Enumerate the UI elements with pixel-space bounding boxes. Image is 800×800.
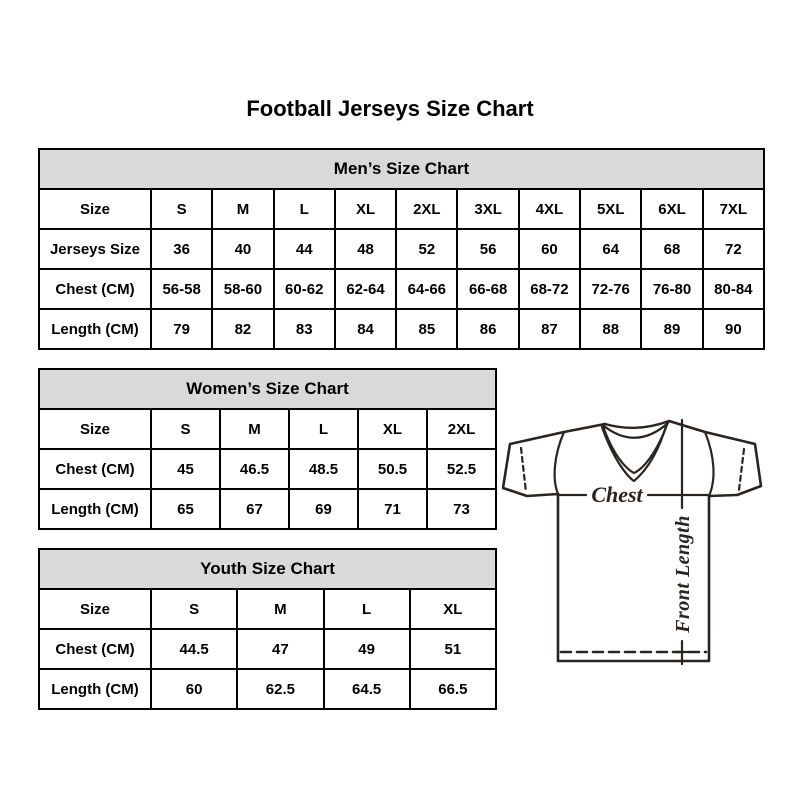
value-cell: 48 — [335, 229, 396, 269]
jersey-collar-top-edge — [605, 421, 669, 428]
row-label-cell: Chest (CM) — [39, 449, 151, 489]
mens-size-table — [38, 148, 765, 350]
value-cell: 44 — [274, 229, 335, 269]
jersey-left-sleeve — [503, 424, 605, 496]
table-row — [39, 669, 496, 709]
value-cell: 52.5 — [427, 449, 496, 489]
value-cell: 62.5 — [237, 669, 323, 709]
value-cell: 7XL — [703, 189, 764, 229]
value-cell: 73 — [427, 489, 496, 529]
value-cell: 69 — [289, 489, 358, 529]
value-cell: 86 — [457, 309, 518, 349]
value-cell: 4XL — [519, 189, 580, 229]
size-header-row — [39, 409, 496, 449]
value-cell: 58-60 — [212, 269, 273, 309]
value-cell: S — [151, 589, 237, 629]
value-cell: 84 — [335, 309, 396, 349]
value-cell: 3XL — [457, 189, 518, 229]
value-cell: 80-84 — [703, 269, 764, 309]
value-cell: M — [237, 589, 323, 629]
value-cell: 60 — [519, 229, 580, 269]
row-label-cell: Length (CM) — [39, 669, 151, 709]
value-cell: 5XL — [580, 189, 641, 229]
value-cell: 60 — [151, 669, 237, 709]
section-header: Men’s Size Chart — [39, 149, 764, 189]
value-cell: 40 — [212, 229, 273, 269]
value-cell: 85 — [396, 309, 457, 349]
jersey-measurement-diagram — [502, 413, 770, 671]
row-label-cell: Jerseys Size — [39, 229, 151, 269]
jersey-right-cuff-stitch — [739, 449, 744, 490]
value-cell: 47 — [237, 629, 323, 669]
table-row — [39, 629, 496, 669]
size-header-row — [39, 189, 764, 229]
value-cell: XL — [410, 589, 496, 629]
value-cell: 68-72 — [519, 269, 580, 309]
value-cell: 56-58 — [151, 269, 212, 309]
value-cell: 50.5 — [358, 449, 427, 489]
section-header-row — [39, 549, 496, 589]
value-cell: L — [274, 189, 335, 229]
value-cell: 48.5 — [289, 449, 358, 489]
value-cell: 87 — [519, 309, 580, 349]
jersey-left-cuff-stitch — [521, 448, 526, 492]
value-cell: 51 — [410, 629, 496, 669]
jersey-right-armhole-seam — [705, 432, 714, 496]
value-cell: 82 — [212, 309, 273, 349]
value-cell: L — [324, 589, 410, 629]
value-cell: S — [151, 189, 212, 229]
row-label-cell: Chest (CM) — [39, 629, 151, 669]
table-row — [39, 229, 764, 269]
value-cell: XL — [335, 189, 396, 229]
value-cell: 83 — [274, 309, 335, 349]
table-row — [39, 449, 496, 489]
value-cell: 60-62 — [274, 269, 335, 309]
section-header-row — [39, 149, 764, 189]
value-cell: 76-80 — [641, 269, 702, 309]
value-cell: 56 — [457, 229, 518, 269]
page-title: Football Jerseys Size Chart — [246, 96, 534, 121]
value-cell: 72 — [703, 229, 764, 269]
value-cell: 2XL — [427, 409, 496, 449]
value-cell: 66-68 — [457, 269, 518, 309]
row-label-cell: Chest (CM) — [39, 269, 151, 309]
section-header: Women’s Size Chart — [39, 369, 496, 409]
table-row — [39, 269, 764, 309]
value-cell: 68 — [641, 229, 702, 269]
value-cell: 66.5 — [410, 669, 496, 709]
value-cell: 36 — [151, 229, 212, 269]
jersey-left-armhole-seam — [555, 432, 564, 494]
value-cell: 6XL — [641, 189, 702, 229]
table-row — [39, 309, 764, 349]
value-cell: 2XL — [396, 189, 457, 229]
value-cell: 49 — [324, 629, 410, 669]
row-label-cell: Size — [39, 189, 151, 229]
row-label-cell: Size — [39, 589, 151, 629]
chest-label: Chest — [591, 482, 643, 507]
value-cell: 67 — [220, 489, 289, 529]
value-cell: 62-64 — [335, 269, 396, 309]
value-cell: 64.5 — [324, 669, 410, 709]
value-cell: 64 — [580, 229, 641, 269]
value-cell: M — [212, 189, 273, 229]
jersey-outline-drawing — [502, 413, 770, 671]
value-cell: 72-76 — [580, 269, 641, 309]
row-label-cell: Length (CM) — [39, 309, 151, 349]
table-row — [39, 489, 496, 529]
value-cell: S — [151, 409, 220, 449]
value-cell: 64-66 — [396, 269, 457, 309]
value-cell: 90 — [703, 309, 764, 349]
value-cell: 71 — [358, 489, 427, 529]
value-cell: 46.5 — [220, 449, 289, 489]
size-header-row — [39, 589, 496, 629]
value-cell: 79 — [151, 309, 212, 349]
youth-size-table — [38, 548, 497, 710]
section-header: Youth Size Chart — [39, 549, 496, 589]
value-cell: 89 — [641, 309, 702, 349]
section-header-row — [39, 369, 496, 409]
value-cell: 52 — [396, 229, 457, 269]
value-cell: L — [289, 409, 358, 449]
value-cell: 65 — [151, 489, 220, 529]
value-cell: 45 — [151, 449, 220, 489]
value-cell: 44.5 — [151, 629, 237, 669]
row-label-cell: Length (CM) — [39, 489, 151, 529]
value-cell: XL — [358, 409, 427, 449]
womens-size-table — [38, 368, 497, 530]
row-label-cell: Size — [39, 409, 151, 449]
value-cell: M — [220, 409, 289, 449]
front-length-label: Front Length — [672, 515, 694, 633]
value-cell: 88 — [580, 309, 641, 349]
